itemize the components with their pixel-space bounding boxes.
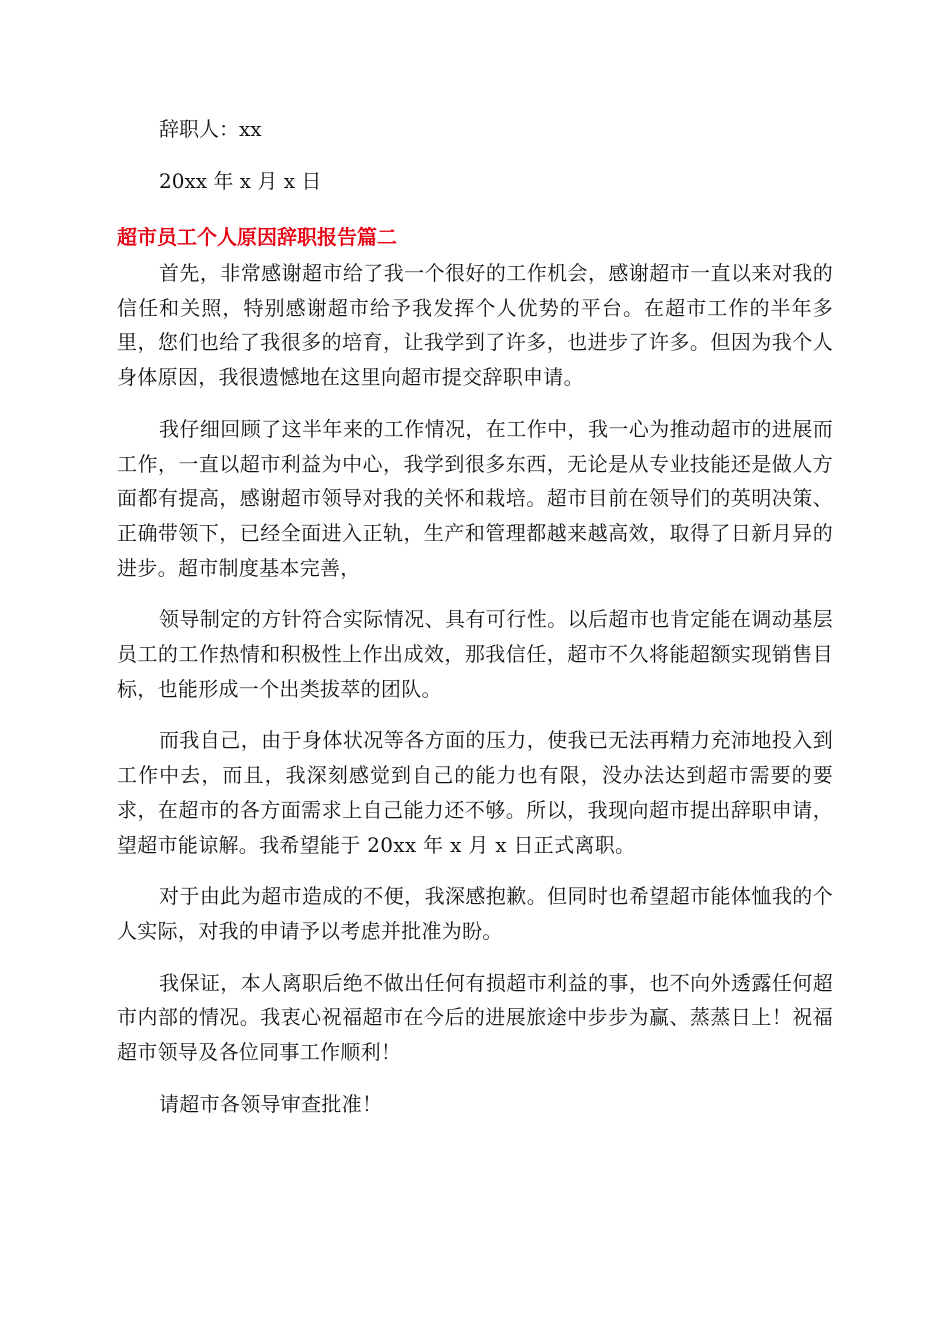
section-title: 超市员工个人原因辞职报告篇二 <box>117 225 397 249</box>
paragraph-2: 我仔细回顾了这半年来的工作情况，在工作中，我一心为推动超市的进展而工作，一直以超市利益为中心，我学到很多东西，无论是从专业技能还是做人方面都有提高，感谢超市领导对我的关怀和栽培。超市目前在领导们的英明决策、正确带领下，已经全面进入正轨，生产和管理都越来越高效，取得了日新月异的进步。超市制度基本完善， <box>117 416 833 580</box>
paragraph-4: 而我自己，由于身体状况等各方面的压力，使我已无法再精力充沛地投入到工作中去，而且，我深刻感觉到自己的能力也有限，没办法达到超市需要的要求，在超市的各方面需求上自己能力还不够。所以，我现向超市提出辞职申请，望超市能谅解。我希望能于 20xx 年 x 月 x 日正式离职。 <box>117 728 833 857</box>
signer-line: 辞职人：xx <box>159 117 262 141</box>
paragraph-3: 领导制定的方针符合实际情况、具有可行性。以后超市也肯定能在调动基层员工的工作热情和积极性上作出成效，那我信任，超市不久将能超额实现销售目标，也能形成一个出类拔萃的团队。 <box>117 607 833 701</box>
paragraph-5: 对于由此为超市造成的不便，我深感抱歉。但同时也希望超市能体恤我的个人实际，对我的申请予以考虑并批准为盼。 <box>117 884 833 943</box>
paragraph-1: 首先，非常感谢超市给了我一个很好的工作机会，感谢超市一直以来对我的信任和关照，特别感谢超市给予我发挥个人优势的平台。在超市工作的半年多里，您们也给了我很多的培育，让我学到了许多，也进步了许多。但因为我个人身体原因，我很遗憾地在这里向超市提交辞职申请。 <box>117 261 833 390</box>
date-line: 20xx 年 x 月 x 日 <box>159 169 322 193</box>
paragraph-7: 请超市各领导审查批准！ <box>159 1091 383 1116</box>
paragraph-6: 我保证，本人离职后绝不做出任何有损超市利益的事，也不向外透露任何超市内部的情况。我衷心祝福超市在今后的进展旅途中步步为赢、蒸蒸日上！祝福超市领导及各位同事工作顺利！ <box>117 970 833 1065</box>
document-body <box>117 114 833 1121</box>
